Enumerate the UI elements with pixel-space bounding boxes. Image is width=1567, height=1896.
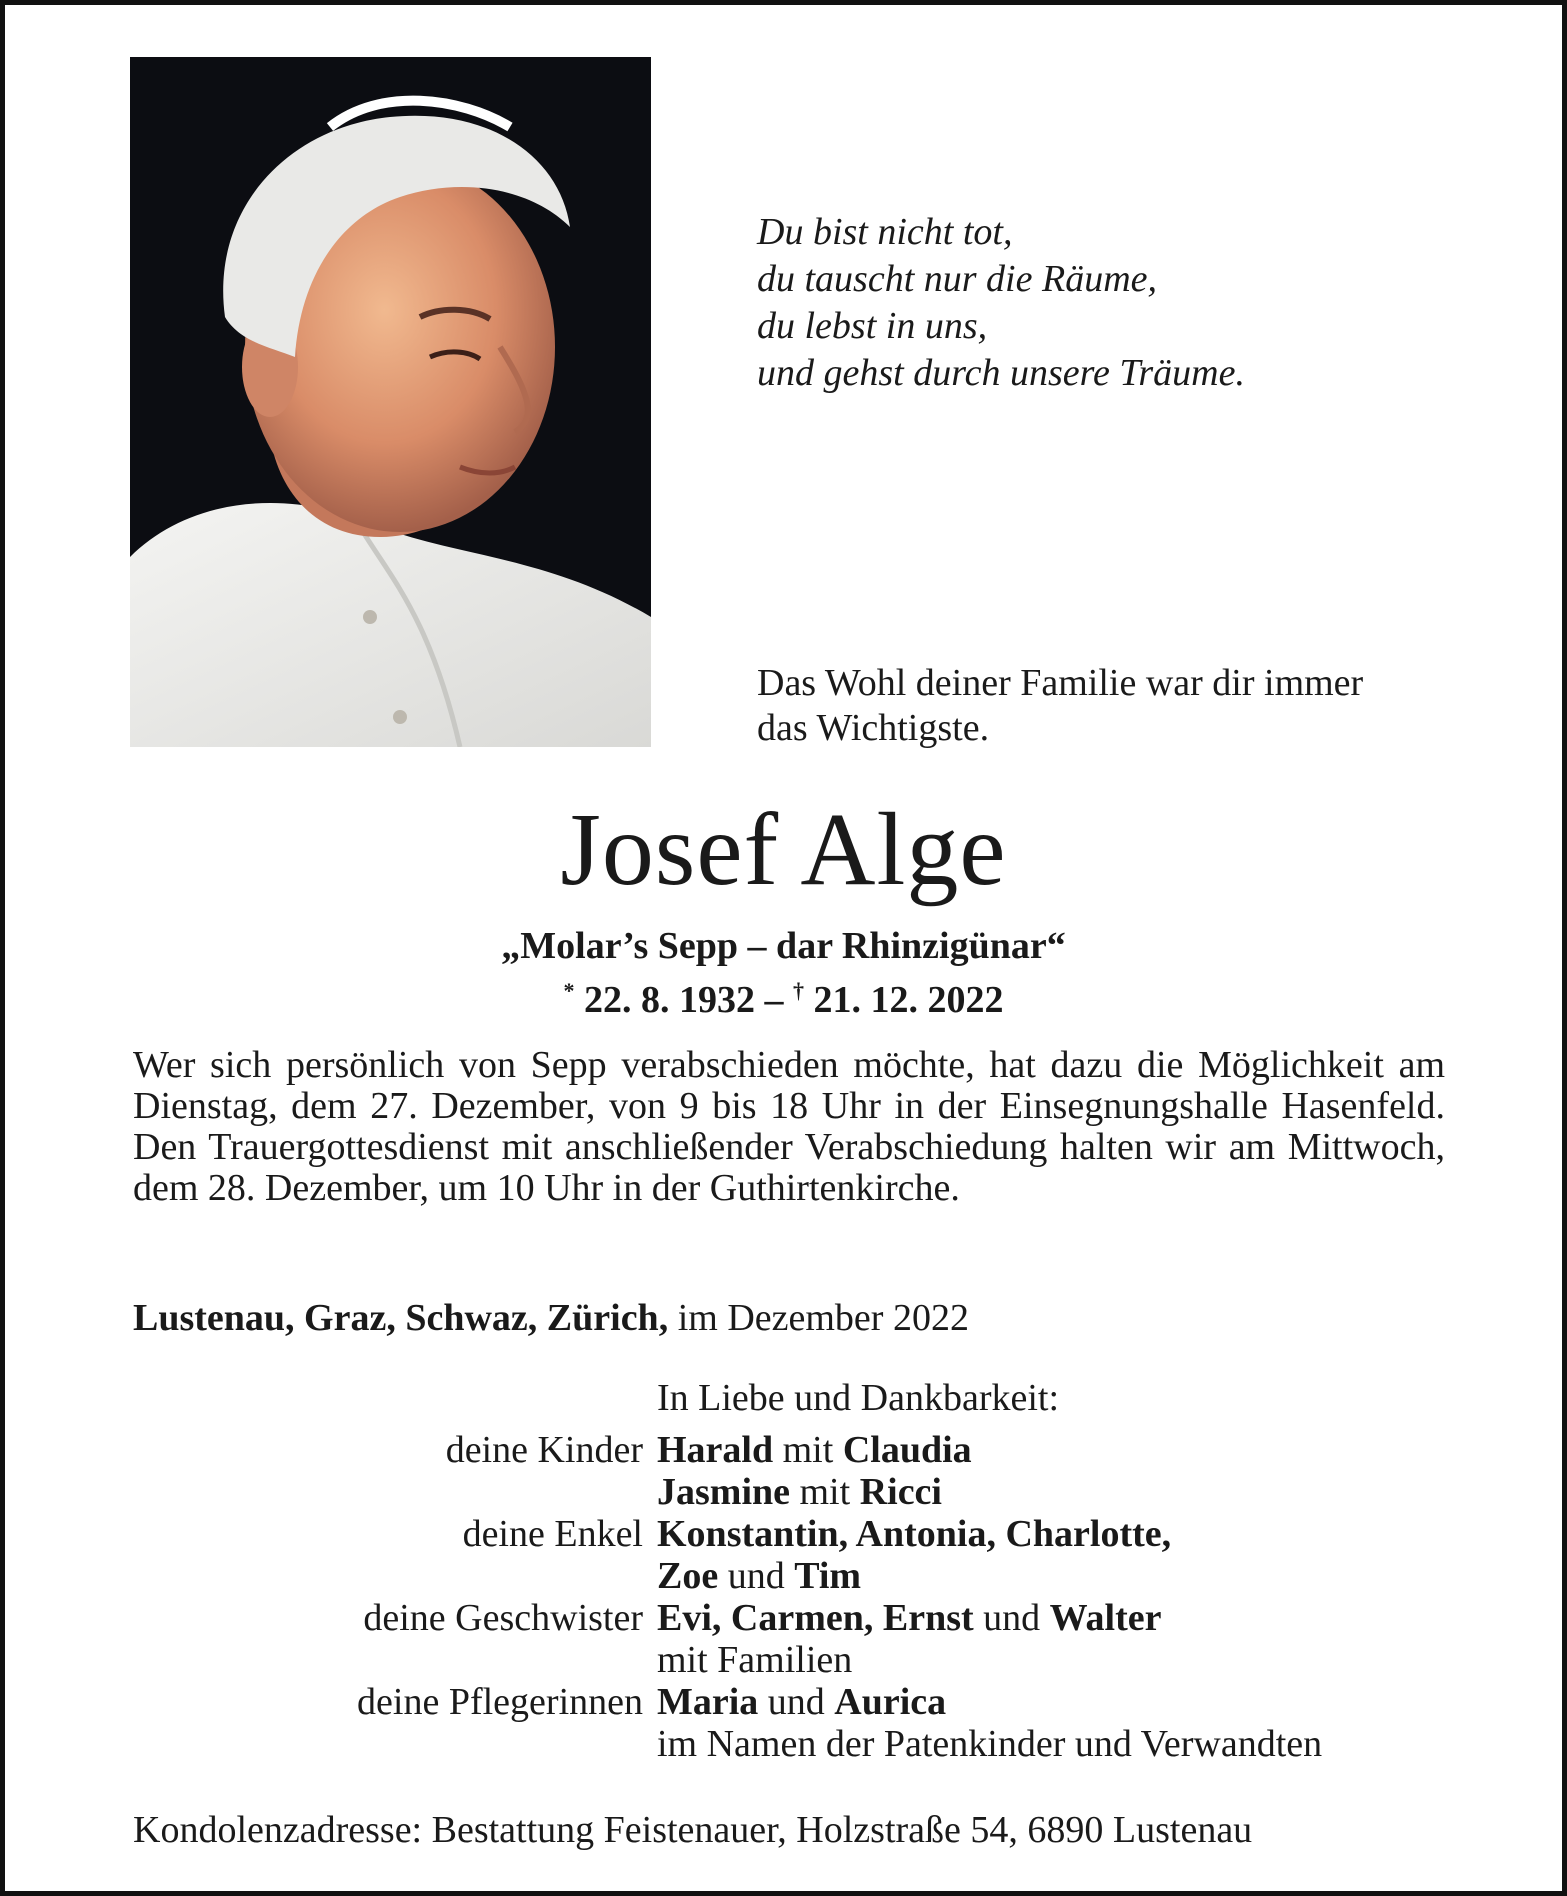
dedication-line: das Wichtigste. [757,707,990,749]
poem [757,209,1477,397]
mourner-name: Maria [657,1681,759,1723]
mourner-connector: und [727,1555,785,1597]
mourner-note: mit Familien [657,1639,853,1681]
mourner-name: Harald [657,1429,774,1471]
dedication [757,661,1457,751]
date-dash: – [764,979,784,1021]
mourner-connector: mit [799,1471,851,1513]
mourners-list [133,1377,1463,1765]
deceased-nickname: „Molar’s Sepp – dar Rhinzigünar“ [501,925,1066,967]
mourner-name: Konstantin, Antonia, Charlotte, [657,1513,1172,1555]
mourner-connector: und [767,1681,825,1723]
poem-line: und gehst durch unsere Träume. [757,352,1245,394]
place-cities: Lustenau, Graz, Schwaz, Zürich, [133,1297,669,1339]
poem-line: du tauscht nur die Räume, [757,258,1158,300]
mourner-row-siblings [133,1597,1463,1639]
mourners-intro: In Liebe und Dankbarkeit: [657,1377,1060,1419]
mourner-name: Walter [1049,1597,1162,1639]
birth-date: 22. 8. 1932 [584,979,755,1021]
mourner-connector: mit [782,1429,834,1471]
mourner-label: deine Enkel [462,1513,643,1555]
mourner-row-carers [133,1681,1463,1723]
life-dates [5,968,1562,1023]
mourner-label: deine Kinder [445,1429,643,1471]
portrait-image [130,57,651,747]
dedication-line: Das Wohl deiner Familie war dir immer [757,662,1364,704]
mourner-name: Tim [794,1555,862,1597]
death-date: 21. 12. 2022 [813,979,1004,1021]
mourner-label: deine Pflegerinnen [357,1681,643,1723]
portrait-photo [130,57,651,747]
mourner-name: Evi, Carmen, Ernst [657,1597,974,1639]
mourner-name: Zoe [657,1555,719,1597]
mourner-note: im Namen der Patenkinder und Verwandten [657,1723,1323,1765]
death-symbol: † [793,978,804,1003]
place-and-date [133,1295,969,1341]
place-date: im Dezember 2022 [677,1297,969,1339]
birth-symbol: * [563,978,575,1003]
mourner-name: Jasmine [657,1471,790,1513]
deceased-name: Josef Alge [560,792,1007,907]
mourner-name: Aurica [834,1681,947,1723]
announcement-text: Wer sich persönlich von Sepp verabschieden möchte, hat dazu die Möglichkeit am Dienstag, dem 27. Dezember, von 9 bis 18 Uhr in der Einsegnungshalle Hasenfeld. Den Trauergottesdienst mit anschließender Verabschiedung halten wir am Mittwoch, dem 28. Dezember, um 10 Uhr in der Guthirtenkirche. [133,1044,1445,1209]
mourner-name: Ricci [859,1471,942,1513]
poem-line: Du bist nicht tot, [757,211,1013,253]
mourner-row-children [133,1429,1463,1471]
mourner-label: deine Geschwister [363,1597,643,1639]
mourner-name: Claudia [842,1429,972,1471]
mourner-row-grandchildren [133,1513,1463,1555]
poem-line: du lebst in uns, [757,305,988,347]
condolence-address: Kondolenzadresse: Bestattung Feistenauer, Holzstraße 54, 6890 Lustenau [133,1809,1253,1851]
mourner-connector: und [983,1597,1041,1639]
